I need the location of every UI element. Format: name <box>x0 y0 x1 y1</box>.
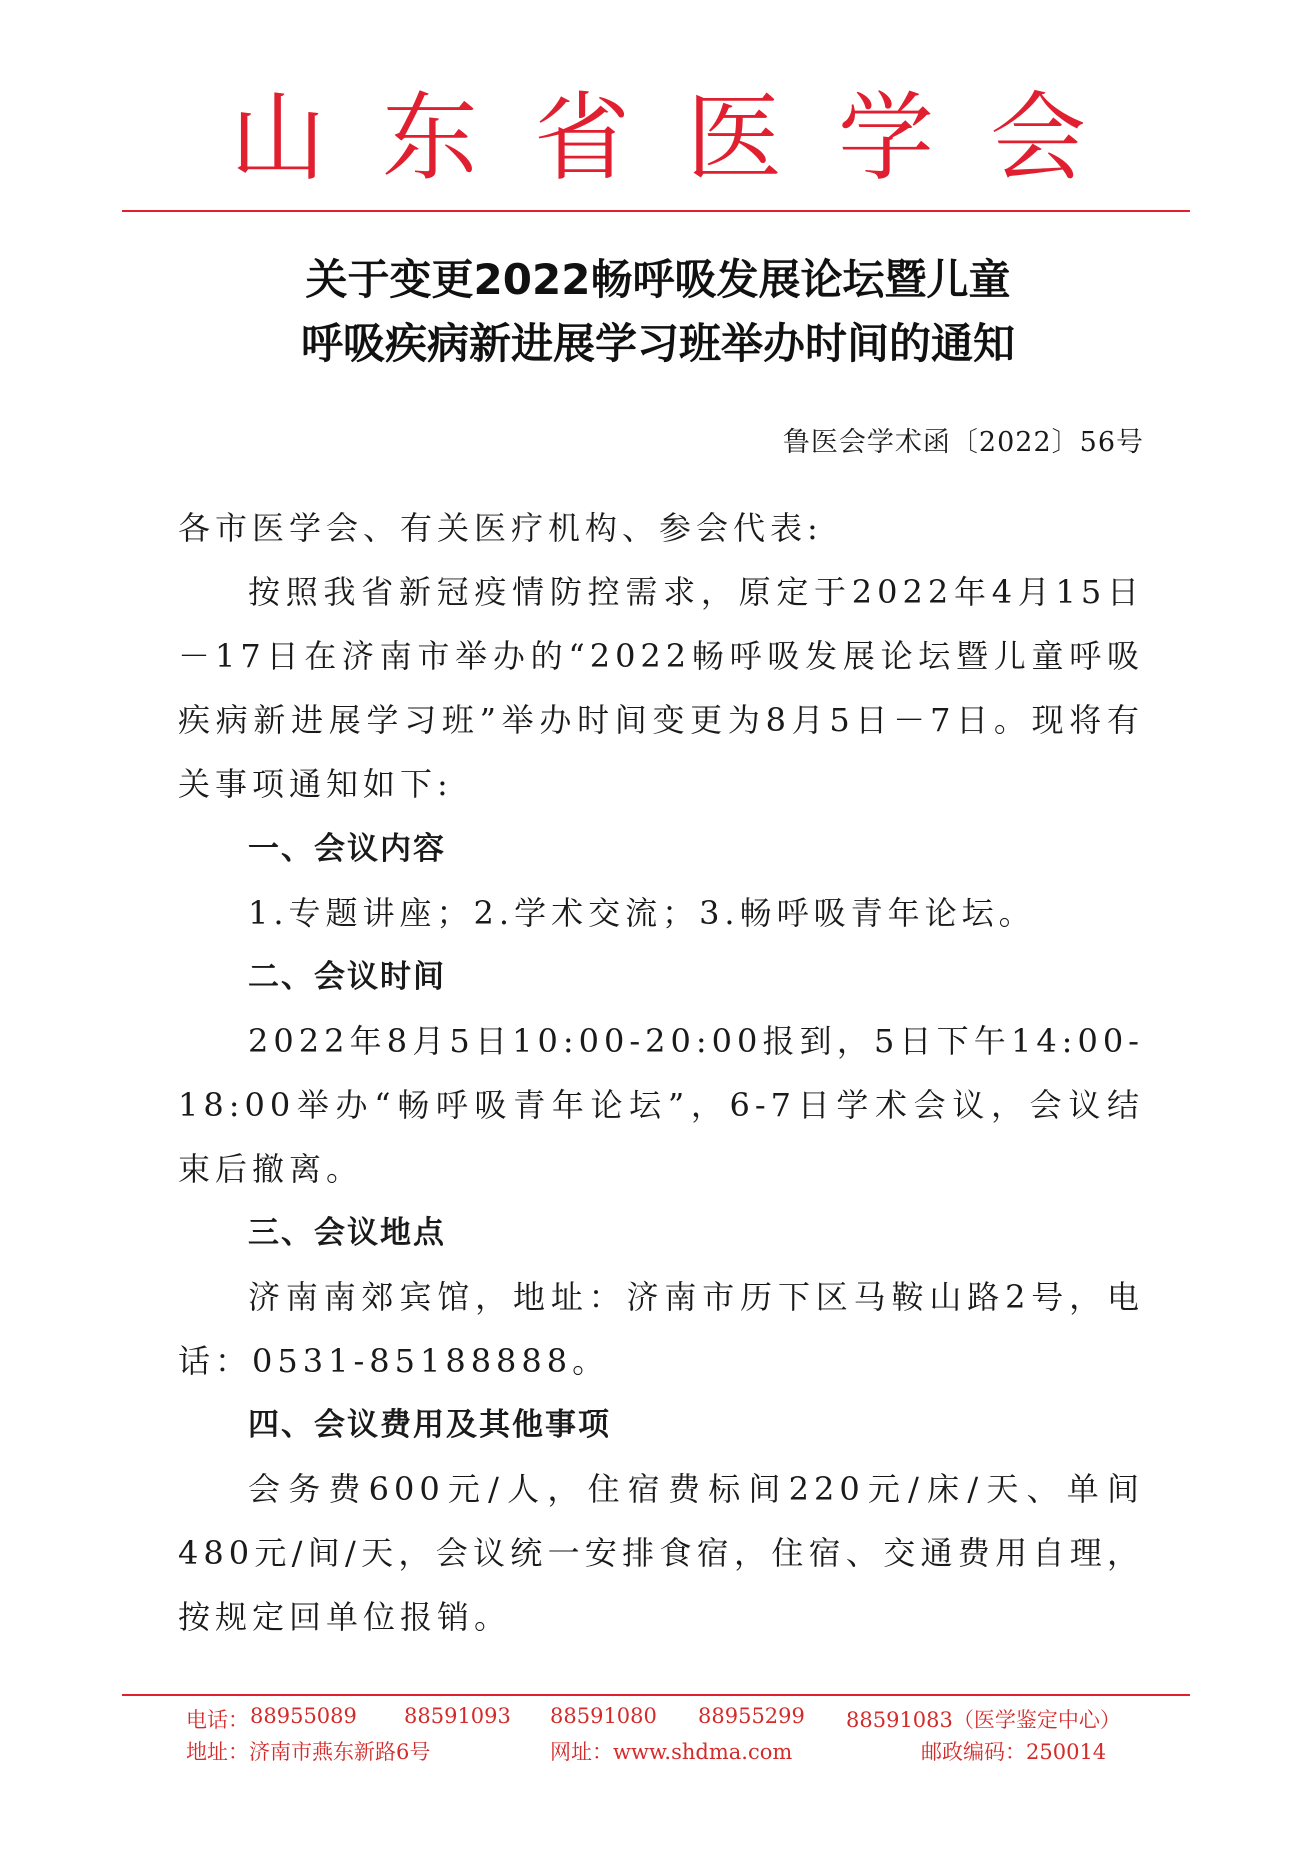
section-text-content: 1.专题讲座；2.学术交流；3.畅呼吸青年论坛。 <box>248 894 1036 932</box>
footer-phone: 88591093 <box>404 1704 511 1728</box>
letterhead-org-name: 山东省医学会 <box>230 82 1142 194</box>
footer-phone: 88955299 <box>698 1704 805 1728</box>
section-heading-content: 一、会议内容 <box>248 831 446 867</box>
footer-phone: 88955089 <box>250 1704 357 1728</box>
salutation: 各市医学会、有关医疗机构、参会代表: <box>178 509 823 547</box>
footer-website: 网址：www.shdma.com <box>550 1740 793 1764</box>
section-heading-venue: 三、会议地点 <box>248 1215 446 1251</box>
intro-paragraph: 按照我省新冠疫情防控需求，原定于2022年4月15日－17日在济南市举办的“2022畅呼吸发展论坛暨儿童呼吸疾病新进展学习班”举办时间变更为8月5日－7日。现将有关事项通知如下: <box>178 573 1144 803</box>
section-heading-time: 二、会议时间 <box>248 959 446 995</box>
section-heading-fees: 四、会议费用及其他事项 <box>248 1407 611 1443</box>
footer-phone-label: 电话： <box>186 1708 249 1732</box>
footer-phone: 88591080 <box>550 1704 657 1728</box>
title-line-1: 关于变更2022畅呼吸发展论坛暨儿童 <box>305 255 1011 304</box>
footer-phone: 88591083（医学鉴定中心） <box>846 1708 1121 1732</box>
section-text-time: 2022年8月5日10:00-20:00报到，5日下午14:00-18:00举办“畅呼吸青年论坛”，6-7日学术会议，会议结束后撤离。 <box>178 1022 1144 1188</box>
footer-red-rule <box>122 1694 1190 1696</box>
footer-address: 地址：济南市燕东新路6号 <box>186 1740 431 1764</box>
letterhead-red-rule <box>122 210 1190 212</box>
section-text-fees: 会务费600元/人，住宿费标间220元/床/天、单间480元/间/天，会议统一安排食宿，住宿、交通费用自理，按规定回单位报销。 <box>178 1470 1144 1636</box>
section-text-venue: 济南南郊宾馆，地址：济南市历下区马鞍山路2号，电话：0531-85188888。 <box>178 1278 1144 1380</box>
title-line-2: 呼吸疾病新进展学习班举办时间的通知 <box>300 319 1015 368</box>
document-number: 鲁医会学术函〔2022〕56号 <box>782 427 1144 458</box>
footer-postcode: 邮政编码：250014 <box>921 1740 1107 1764</box>
document-title <box>120 248 1196 376</box>
